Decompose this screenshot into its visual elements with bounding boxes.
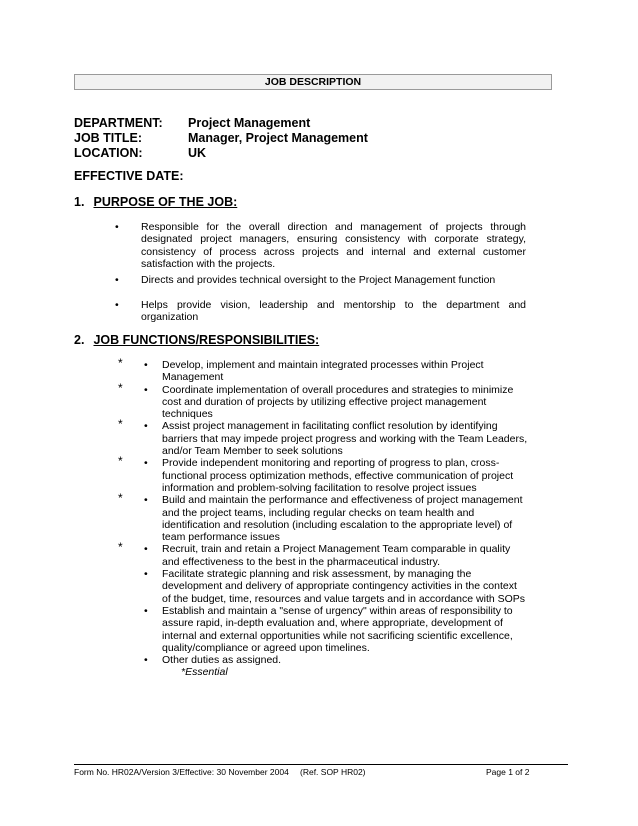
purpose-item-text: Directs and provides technical oversight to the Project Management function <box>141 273 496 286</box>
location-row <box>74 146 368 161</box>
list-item <box>114 540 528 568</box>
list-item <box>114 605 528 654</box>
location-value: UK <box>188 146 207 160</box>
list-item <box>114 356 528 384</box>
bullet-icon: • <box>144 383 148 396</box>
essential-star: * <box>118 356 123 370</box>
purpose-heading <box>74 195 237 209</box>
list-item <box>114 491 528 544</box>
function-item-text: Build and maintain the performance and effectiveness of project management and the project teams, including regular checks on team health and identification and resolution (including escalation to the appropriate level) of team performance issues <box>162 494 523 544</box>
list-item <box>114 380 528 421</box>
purpose-item-text: Responsible for the overall direction and management of projects through designated project managers, ensuring consistency with corporate strategy, consistency of process across projects and internal and external customer satisfaction with the projects. <box>141 221 526 271</box>
essential-note: *Essential <box>181 666 228 679</box>
bullet-icon: • <box>144 457 148 470</box>
purpose-number: 1. <box>74 195 85 209</box>
document-header <box>74 74 552 90</box>
function-item-text: Facilitate strategic planning and risk assessment, by managing the development and delivery of appropriate contingency activities in the context of the budget, time, resources and value targets and in accordance with SOPs <box>162 568 526 605</box>
location-label: LOCATION: <box>74 146 143 160</box>
document-title: JOB DESCRIPTION <box>264 76 362 88</box>
essential-star: * <box>118 454 123 469</box>
bullet-icon: • <box>115 273 119 286</box>
footer-page-number: Page 1 of 2 <box>486 767 530 777</box>
bullet-icon: • <box>115 221 119 233</box>
bullet-icon: • <box>144 568 148 581</box>
effective-date-label: EFFECTIVE DATE: <box>74 169 184 183</box>
function-item-text: Assist project management in facilitating conflict resolution by identifying barriers that may impede project progress and working with the Team Leaders, and/or Team Member to seek solutions <box>162 420 528 458</box>
list-item <box>114 654 528 666</box>
list-item <box>114 568 528 605</box>
list-item <box>114 454 528 494</box>
function-item-text: Provide independent monitoring and reporting of progress to plan, cross-functional process optimization methods, effective communication of project information and problem-solving facilitation to resolve project issues <box>162 457 514 494</box>
functions-title: JOB FUNCTIONS/RESPONSIBILITIES: <box>93 333 320 347</box>
department-value: Project Management <box>188 116 311 130</box>
essential-star: * <box>118 491 123 506</box>
bullet-icon: • <box>144 420 148 433</box>
list-item <box>114 417 528 458</box>
functions-list <box>114 356 528 679</box>
function-item-text: Other duties as assigned. <box>162 654 282 667</box>
footer-form-number: Form No. HR02A/Version 3/Effective: 30 November 2004 <box>74 767 289 777</box>
bullet-icon: • <box>144 359 148 371</box>
job-title-value: Manager, Project Management <box>188 131 368 145</box>
essential-star: * <box>118 540 123 555</box>
job-title-label: JOB TITLE: <box>74 131 143 145</box>
function-item-text: Develop, implement and maintain integrated processes within Project Management <box>162 359 484 384</box>
bullet-icon: • <box>144 604 148 617</box>
bullet-icon: • <box>115 299 119 312</box>
bullet-icon: • <box>144 654 148 667</box>
list-item <box>114 221 526 271</box>
job-info-block <box>74 116 368 161</box>
footer-reference: (Ref. SOP HR02) <box>300 767 366 777</box>
functions-number: 2. <box>74 333 85 347</box>
function-item-text: Coordinate implementation of overall procedures and strategies to minimize cost and duration of projects by utilizing effective project management techniques <box>162 383 514 421</box>
purpose-item-text: Helps provide vision, leadership and mentorship to the department and organization <box>141 299 526 324</box>
job-title-row <box>74 131 368 146</box>
bullet-icon: • <box>144 494 148 507</box>
functions-heading <box>74 333 319 347</box>
function-item-text: Recruit, train and retain a Project Management Team comparable in quality and effectiveness to the best in the pharmaceutical industry. <box>162 543 511 568</box>
list-item <box>114 299 526 324</box>
essential-star: * <box>118 380 123 395</box>
bullet-icon: • <box>144 543 148 556</box>
essential-star: * <box>118 417 123 432</box>
purpose-list <box>114 221 526 324</box>
list-item <box>114 274 526 286</box>
footer-divider <box>74 764 568 765</box>
purpose-title: PURPOSE OF THE JOB: <box>93 195 238 209</box>
department-row <box>74 116 368 131</box>
function-item-text: Establish and maintain a "sense of urgency" within areas of responsibility to assure rapid, in-depth evaluation and, where appropriate, development of internal and external opportunities while not sacrificing scientific excellence, quality/compliance or agreed upon timelines. <box>162 604 513 654</box>
department-label: DEPARTMENT: <box>74 116 163 130</box>
